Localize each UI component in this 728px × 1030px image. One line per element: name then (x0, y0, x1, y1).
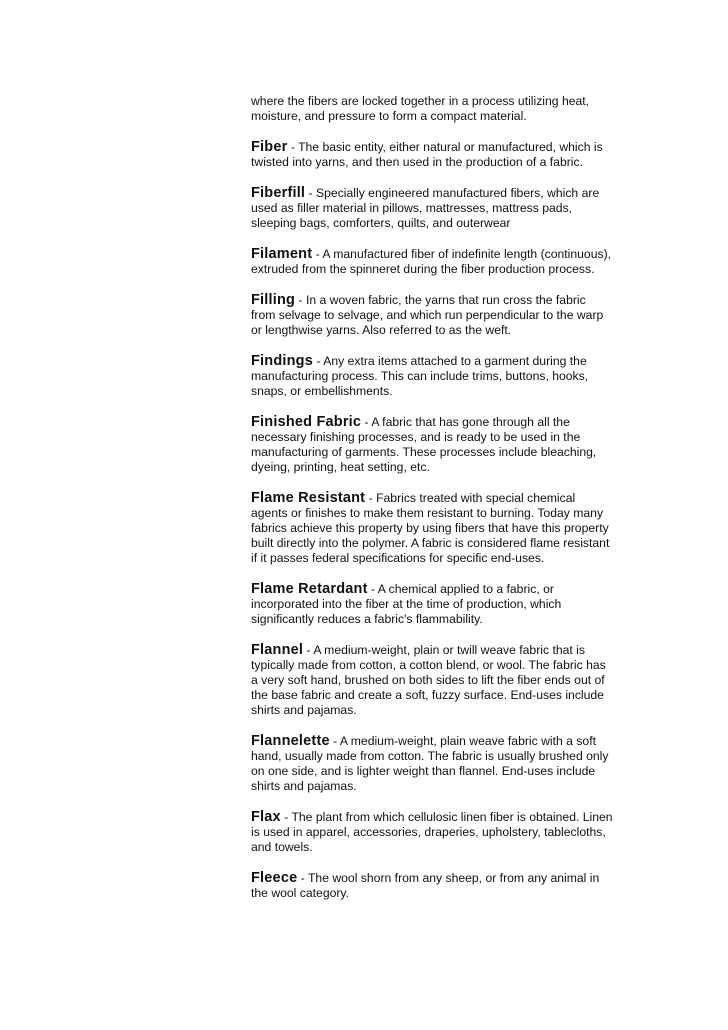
glossary-definition: Any extra items attached to a garment during the manufacturing process. This can include trims, buttons, hooks, snaps, or embellishments. (251, 354, 589, 398)
glossary-entry-fiber (251, 140, 613, 170)
term-separator: - (329, 734, 340, 748)
term-separator: - (297, 871, 308, 885)
glossary-definition: The basic entity, either natural or manufactured, which is twisted into yarns, and then used in the production of a fabric. (251, 140, 603, 169)
glossary-entry-flax (251, 810, 613, 855)
term-separator: - (280, 810, 292, 824)
glossary-entry-filament (251, 247, 613, 277)
glossary-term: Fleece (251, 870, 298, 886)
glossary-term: Flame Resistant (251, 490, 366, 506)
glossary-definition: Specially engineered manufactured fibers, which are used as filler material in pillows, mattresses, mattress pads, sleeping bags, comforters, quilts, and outerwear (251, 186, 600, 230)
intro-paragraph: where the fibers are locked together in a process utilizing heat, moisture, and pressure to form a compact material. (251, 94, 590, 123)
glossary-entry-flannel (251, 643, 613, 718)
glossary-definition: Fabrics treated with special chemical agents or finishes to make them resistant to burning. Today many fabrics achieve this property by using fibers that have this property built directly into the polymer. A fabric is considered flame resistant if it passes federal specifications for specific end-uses. (251, 491, 610, 565)
glossary-content (251, 94, 613, 917)
glossary-term: Fiberfill (251, 185, 306, 201)
glossary-term: Finished Fabric (251, 414, 362, 430)
glossary-term: Flax (251, 809, 281, 825)
glossary-term: Flannelette (251, 733, 330, 749)
glossary-definition: The wool shorn from any sheep, or from any animal in the wool category. (251, 871, 600, 900)
glossary-entry-flannelette (251, 734, 613, 794)
glossary-entry-flame-resistant (251, 491, 613, 566)
term-separator: - (305, 186, 317, 200)
glossary-term: Filament (251, 246, 313, 262)
glossary-definition: A fabric that has gone through all the necessary finishing processes, and is ready to be used in the manufacturing of garments. These processes include bleaching, dyeing, printing, heat setting, etc. (251, 415, 597, 474)
term-separator: - (365, 491, 377, 505)
term-separator: - (312, 247, 323, 261)
glossary-definition: In a woven fabric, the yarns that run cross the fabric from selvage to selvage, and which run perpendicular to the warp or lengthwise yarns. Also referred to as the weft. (251, 293, 604, 337)
glossary-entry-findings (251, 354, 613, 399)
glossary-definition: A manufactured fiber of indefinite length (continuous), extruded from the spinneret during the fiber production process. (251, 247, 612, 276)
term-separator: - (295, 293, 306, 307)
term-separator: - (361, 415, 372, 429)
term-separator: - (303, 643, 314, 657)
glossary-definition: A medium-weight, plain or twill weave fabric that is typically made from cotton, a cotton blend, or wool. The fabric has a very soft hand, brushed on both sides to lift the fiber ends out of the base fabric and create a soft, fuzzy surface. End-uses include shirts and pajamas. (251, 643, 606, 717)
glossary-entry-flame-retardant (251, 582, 613, 627)
glossary-definition: A chemical applied to a fabric, or incorporated into the fiber at the time of production, which significantly reduces a fabric's flammability. (251, 582, 562, 626)
glossary-term: Findings (251, 353, 314, 369)
term-separator: - (313, 354, 324, 368)
glossary-entry-finished-fabric (251, 415, 613, 475)
glossary-term: Flannel (251, 642, 304, 658)
glossary-term: Flame Retardant (251, 581, 368, 597)
glossary-entry-filling (251, 293, 613, 338)
glossary-term: Fiber (251, 139, 288, 155)
glossary-entry-fleece (251, 871, 613, 901)
glossary-term: Filling (251, 292, 296, 308)
glossary-definition: The plant from which cellulosic linen fiber is obtained. Linen is used in apparel, accessories, draperies, upholstery, tablecloths, and towels. (251, 810, 613, 854)
term-separator: - (287, 140, 299, 154)
glossary-entry-fiberfill (251, 186, 613, 231)
term-separator: - (367, 582, 378, 596)
glossary-definition: A medium-weight, plain weave fabric with a soft hand, usually made from cotton. The fabric is usually brushed only on one side, and is lighter weight than flannel. End-uses include shirts and pajamas. (251, 734, 609, 793)
